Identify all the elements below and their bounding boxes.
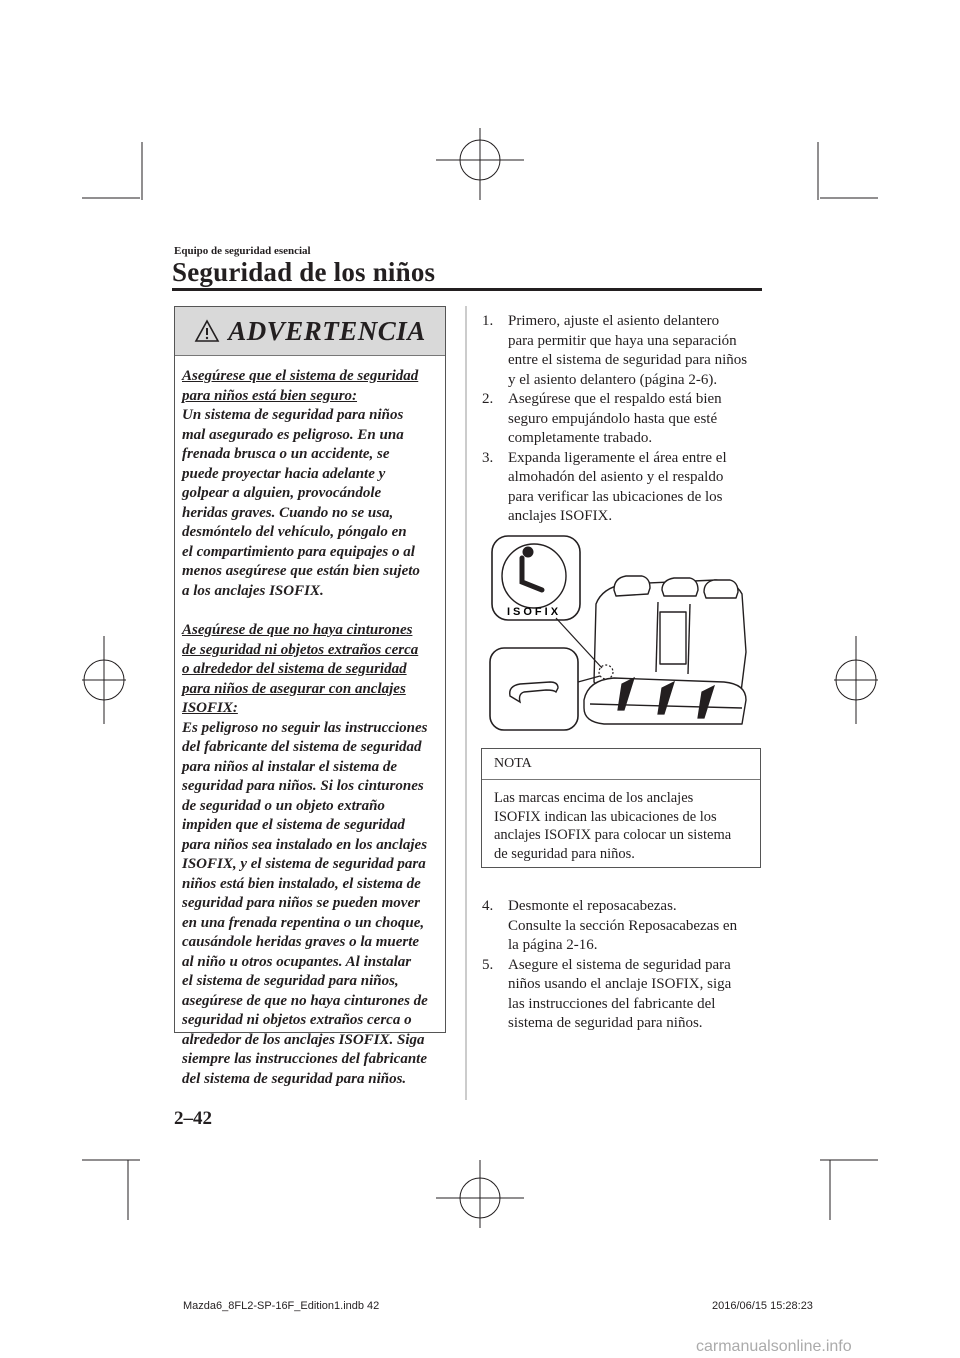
warning-line: en una frenada repentina o un choque, bbox=[182, 914, 425, 931]
page-title: Seguridad de los niños bbox=[172, 257, 436, 287]
warning-heading-line: o alrededor del sistema de seguridad bbox=[182, 661, 407, 677]
warning-heading-line: ISOFIX: bbox=[182, 700, 238, 716]
step-item bbox=[482, 449, 762, 527]
note-line: ISOFIX indican las ubicaciones de los bbox=[494, 808, 717, 825]
warning-title: ADVERTENCIA bbox=[228, 315, 426, 346]
note-title: NOTA bbox=[494, 756, 532, 771]
step-line: y el asiento delantero (página 2-6). bbox=[508, 371, 718, 388]
warning-line: frenada brusca o un accidente, se bbox=[182, 446, 390, 462]
warning-line: impiden que el sistema de seguridad bbox=[182, 817, 405, 833]
warning-line: del fabricante del sistema de seguridad bbox=[182, 739, 422, 755]
note-body bbox=[494, 789, 756, 863]
warning-line: causándole heridas graves o la muerte bbox=[182, 934, 420, 950]
warning-line: mal asegurado es peligroso. En una bbox=[182, 426, 404, 443]
warning-line: siempre las instrucciones del fabricante bbox=[182, 1051, 427, 1067]
step-item bbox=[482, 390, 762, 449]
step-line: para verificar las ubicaciones de los bbox=[508, 488, 723, 505]
step-line: seguro empujándolo hasta que esté bbox=[508, 410, 718, 427]
warning-line: menos asegúrese que están bien sujeto bbox=[182, 563, 420, 579]
step-line: Primero, ajuste el asiento delantero bbox=[508, 313, 720, 329]
warning-line: niños está bien instalado, el sistema de bbox=[182, 875, 421, 892]
warning-triangle-icon bbox=[194, 319, 220, 343]
warning-heading-line: para niños de asegurar con anclajes bbox=[182, 680, 406, 697]
note-line: anclajes ISOFIX para colocar un sistema bbox=[494, 827, 732, 843]
step-number: 1. bbox=[482, 313, 494, 329]
step-line: niños usando el anclaje ISOFIX, siga bbox=[508, 976, 732, 992]
step-line: anclajes ISOFIX. bbox=[508, 508, 613, 524]
warning-heading-line: Asegúrese que el sistema de seguridad bbox=[182, 368, 419, 384]
step-line: sistema de seguridad para niños. bbox=[508, 1015, 703, 1031]
warning-header bbox=[175, 307, 445, 356]
step-number: 5. bbox=[482, 956, 494, 973]
section-label: Equipo de seguridad esencial bbox=[174, 245, 311, 257]
warning-line: desmóntelo del vehículo, póngalo en bbox=[182, 524, 407, 540]
warning-line: a los anclajes ISOFIX. bbox=[182, 582, 324, 599]
warning-line: seguridad ni objetos extraños cerca o bbox=[182, 1012, 412, 1028]
warning-line: seguridad para niños. Si los cinturones bbox=[182, 778, 424, 794]
warning-line: golpear a alguien, provocándole bbox=[182, 485, 382, 501]
step-line: Asegúrese que el respaldo está bien bbox=[508, 391, 722, 407]
warning-line: puede proyectar hacia adelante y bbox=[182, 465, 386, 482]
step-line: Expanda ligeramente el área entre el bbox=[508, 449, 727, 466]
step-line: las instrucciones del fabricante del bbox=[508, 995, 716, 1012]
warning-line: del sistema de seguridad para niños. bbox=[182, 1070, 407, 1087]
warning-line: Es peligroso no seguir las instrucciones bbox=[182, 719, 428, 736]
note-line: Las marcas encima de los anclajes bbox=[494, 790, 694, 806]
note-header bbox=[482, 749, 760, 780]
footer-file-label: Mazda6_8FL2-SP-16F_Edition1.indb 42 bbox=[183, 1300, 380, 1312]
warning-body bbox=[182, 367, 444, 1089]
warning-heading-line: para niños está bien seguro: bbox=[182, 387, 358, 404]
warning-line: al niño u otros ocupantes. Al instalar bbox=[182, 953, 412, 970]
step-item bbox=[482, 897, 762, 956]
warning-line: seguridad para niños se pueden mover bbox=[182, 895, 420, 911]
step-number: 2. bbox=[482, 391, 494, 407]
warning-line: Un sistema de seguridad para niños bbox=[182, 407, 404, 423]
step-number: 3. bbox=[482, 449, 494, 466]
warning-heading-line: de seguridad ni objetos extraños cerca bbox=[182, 641, 419, 658]
step-item bbox=[482, 312, 762, 390]
header-rule bbox=[172, 288, 762, 291]
step-line: entre el sistema de seguridad para niños bbox=[508, 352, 748, 368]
steps-list-b bbox=[482, 897, 762, 1034]
warning-line: alrededor de los anclajes ISOFIX. Siga bbox=[182, 1031, 425, 1048]
warning-line: para niños al instalar el sistema de bbox=[182, 758, 398, 775]
warning-line: asegúrese de que no haya cinturones de bbox=[182, 992, 428, 1009]
warning-box bbox=[174, 306, 446, 1087]
steps-list-a bbox=[482, 312, 762, 527]
watermark: carmanualsonline.info bbox=[696, 1338, 852, 1355]
warning-line: el compartimiento para equipajes o al bbox=[182, 543, 415, 560]
warning-line: el sistema de seguridad para niños, bbox=[182, 973, 399, 989]
step-line: para permitir que haya una separación bbox=[508, 332, 737, 349]
step-line: completamente trabado. bbox=[508, 430, 653, 446]
warning-line: heridas graves. Cuando no se usa, bbox=[182, 504, 394, 521]
footer-date-label: 2016/06/15 15:28:23 bbox=[712, 1300, 813, 1312]
step-number: 4. bbox=[482, 898, 494, 914]
note-line: de seguridad para niños. bbox=[494, 845, 635, 862]
warning-line: para niños sea instalado en los anclajes bbox=[182, 836, 428, 853]
step-line: almohadón del asiento y el respaldo bbox=[508, 469, 724, 485]
note-box bbox=[481, 748, 761, 868]
isofix-seat-illustration bbox=[484, 532, 760, 732]
step-line: Desmonte el reposacabezas. bbox=[508, 898, 677, 914]
step-item bbox=[482, 956, 762, 1034]
step-line: Consulte la sección Reposacabezas en bbox=[508, 917, 738, 934]
warning-line: ISOFIX, y el sistema de seguridad para bbox=[182, 856, 426, 872]
isofix-label: ISOFIX bbox=[506, 606, 562, 618]
step-line: la página 2-16. bbox=[508, 937, 598, 953]
page-number: 2–42 bbox=[174, 1108, 212, 1129]
step-line: Asegure el sistema de seguridad para bbox=[508, 956, 731, 973]
warning-heading-line: Asegúrese de que no haya cinturones bbox=[182, 622, 413, 638]
warning-line: de seguridad o un objeto extraño bbox=[182, 797, 385, 814]
